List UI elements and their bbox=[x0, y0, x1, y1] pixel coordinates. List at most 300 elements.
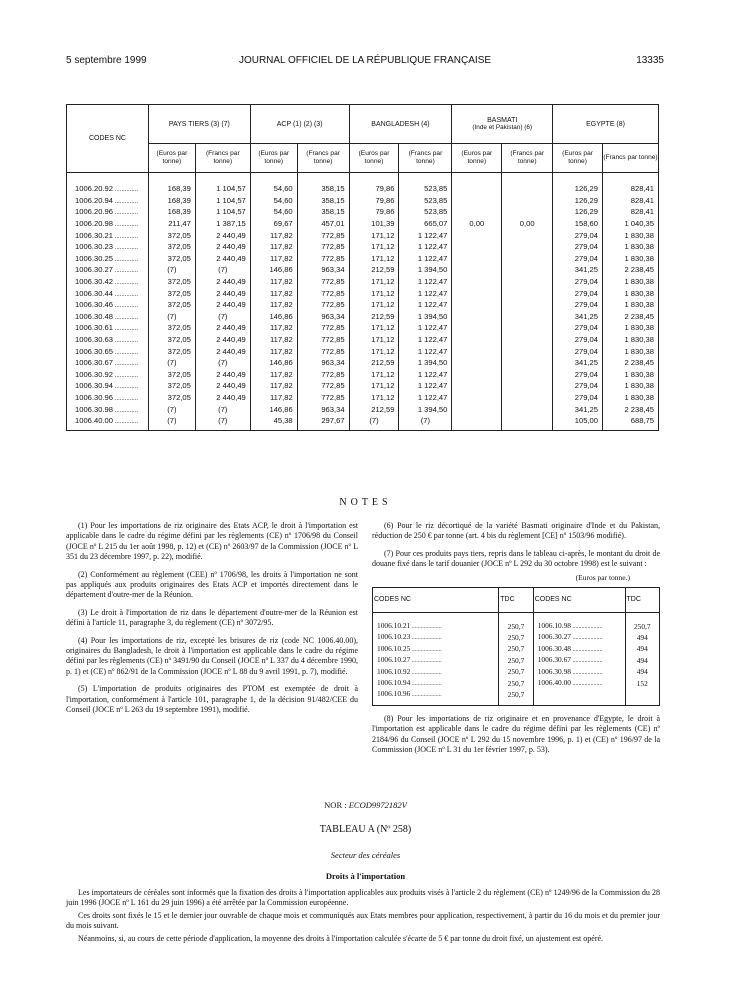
code-cell-text: 1006.20.98 bbox=[75, 219, 114, 229]
value-cell-text: 171,12 bbox=[371, 253, 395, 263]
value-cell bbox=[553, 345, 603, 357]
tdc-code: 1006.40.00 bbox=[537, 678, 571, 688]
value-cell bbox=[195, 392, 250, 404]
value-cell bbox=[297, 334, 349, 346]
value-cell-text: 688,75 bbox=[630, 416, 654, 426]
value-cell-text: 171,12 bbox=[371, 323, 395, 333]
value-cell bbox=[250, 357, 297, 369]
leader-dots: .............. bbox=[113, 314, 139, 321]
value-cell bbox=[195, 299, 250, 311]
leader-dots: .................... bbox=[410, 669, 442, 676]
value-cell-text: 126,29 bbox=[574, 184, 599, 194]
value-cell bbox=[297, 322, 349, 334]
code-cell bbox=[67, 311, 149, 323]
basmati-cell bbox=[502, 229, 553, 241]
value-cell-text: (7) bbox=[218, 311, 228, 321]
note-paragraph: (3) Le droit à l'importation de riz dans le département d'outre-mer de la Réunion est défini à l'article 11, paragraphe 3, du règlement (CE) nº 3072/95. bbox=[66, 607, 358, 628]
value-cell bbox=[148, 392, 195, 404]
value-cell-text: 372,05 bbox=[167, 323, 191, 333]
basmati-cell bbox=[452, 345, 502, 357]
value-cell bbox=[603, 369, 659, 381]
value-cell-text: 1 830,38 bbox=[624, 300, 654, 310]
tdc-value-cell bbox=[499, 632, 533, 643]
value-cell bbox=[250, 276, 297, 288]
code-cell bbox=[67, 345, 149, 357]
value-cell bbox=[195, 357, 250, 369]
value-cell bbox=[349, 253, 399, 265]
value-cell bbox=[553, 276, 603, 288]
pays-tiers-header: PAYS TIERS (3) (7) bbox=[148, 105, 250, 144]
value-cell bbox=[148, 299, 195, 311]
value-cell bbox=[603, 322, 659, 334]
tdc-value: 494 bbox=[636, 655, 648, 665]
value-cell-text: 772,85 bbox=[321, 346, 345, 356]
value-cell bbox=[349, 299, 399, 311]
tdc-value-cell bbox=[499, 655, 533, 666]
nor-code: ECOD9972182V bbox=[348, 800, 407, 810]
value-cell-text: 1 122,47 bbox=[417, 335, 448, 345]
value-cell bbox=[195, 287, 250, 299]
value-cell-text: 372,05 bbox=[167, 230, 191, 240]
value-cell bbox=[349, 403, 399, 415]
tdc-value: 494 bbox=[636, 644, 648, 654]
tdc-code: 1006.10.94 bbox=[377, 678, 411, 688]
basmati-cell bbox=[502, 415, 553, 431]
value-cell-text: 1 122,47 bbox=[417, 277, 448, 287]
leader-dots: .................... bbox=[570, 635, 603, 642]
value-cell-text: 358,15 bbox=[321, 207, 345, 217]
table-row bbox=[67, 229, 659, 241]
value-cell bbox=[250, 403, 297, 415]
basmati-cell bbox=[502, 299, 553, 311]
value-cell-text: 2 440,49 bbox=[216, 288, 246, 298]
leader-dots: .................... bbox=[410, 658, 442, 665]
basmati-cell bbox=[502, 380, 553, 392]
value-cell bbox=[349, 415, 399, 431]
value-cell bbox=[297, 345, 349, 357]
value-cell bbox=[553, 195, 603, 207]
basmati-cell bbox=[502, 195, 553, 207]
tdc-value: 152 bbox=[636, 678, 648, 688]
value-cell bbox=[603, 229, 659, 241]
value-cell-text: 117,82 bbox=[270, 335, 293, 345]
value-cell bbox=[148, 229, 195, 241]
value-cell-text: 79,86 bbox=[375, 184, 395, 194]
unit-euros-header: (Euros par tonne) bbox=[553, 144, 603, 173]
code-cell bbox=[67, 276, 149, 288]
value-cell bbox=[297, 195, 349, 207]
code-cell bbox=[67, 206, 149, 218]
value-cell-text: 69,67 bbox=[273, 219, 293, 229]
value-cell-text: 279,04 bbox=[574, 277, 599, 287]
value-cell-text: 117,82 bbox=[270, 346, 293, 356]
tdc-value-cell bbox=[499, 689, 533, 705]
value-cell-text: 1 830,38 bbox=[624, 288, 654, 298]
value-cell-text: 2 440,49 bbox=[216, 242, 246, 252]
tdc-value: 250,7 bbox=[507, 655, 525, 665]
value-cell-text: (7) bbox=[167, 358, 177, 368]
leader-dots: .............. bbox=[113, 291, 139, 298]
value-cell-text: (7) bbox=[167, 265, 177, 275]
value-cell-text: 297,67 bbox=[321, 416, 345, 426]
value-cell-text: 45,38 bbox=[273, 416, 293, 426]
tdc-code: 1006.30.27 bbox=[537, 632, 571, 642]
value-cell bbox=[250, 253, 297, 265]
value-cell bbox=[250, 287, 297, 299]
leader-dots: .............. bbox=[113, 256, 139, 263]
value-cell-text: 523,85 bbox=[424, 207, 448, 217]
basmati-cell bbox=[452, 287, 502, 299]
value-cell bbox=[250, 322, 297, 334]
value-cell bbox=[603, 241, 659, 253]
value-cell-text: 2 440,49 bbox=[216, 381, 246, 391]
value-cell bbox=[148, 311, 195, 323]
body-paragraph: Les importateurs de céréales sont informés que la fixation des droits à l'importation applicables aux produits visés à l'article 2 du règlement (CE) nº 1249/96 de la Commission du 28 juin 1996 (JOCE nº L 161 du 29 juin 1996) a été arrêtée par la Commission européenne. bbox=[66, 888, 660, 908]
basmati-cell bbox=[452, 229, 502, 241]
basmati-cell bbox=[502, 334, 553, 346]
value-cell-text: 2 440,49 bbox=[216, 300, 246, 310]
value-cell bbox=[553, 218, 603, 230]
code-cell-text: 1006.20.96 bbox=[75, 207, 114, 217]
basmati-cell bbox=[502, 206, 553, 218]
tdc-code-cell bbox=[373, 613, 499, 633]
bangladesh-header: BANGLADESH (4) bbox=[349, 105, 452, 144]
basmati-cell bbox=[502, 357, 553, 369]
tdc-row bbox=[373, 678, 660, 689]
leader-dots: .............. bbox=[113, 245, 139, 252]
value-cell-text: 372,05 bbox=[167, 346, 191, 356]
value-cell-text: 2 440,49 bbox=[216, 392, 246, 402]
note-paragraph: (5) L'importation de produits originaires des PTOM est exemptée de droit à l'importation, conformément à l'article 101, paragraphe 1, de la décision 91/482/CEE du Conseil (JOCE nº L 263 du 19 septembre 1991), modifié. bbox=[66, 684, 358, 715]
value-cell bbox=[297, 206, 349, 218]
value-cell-text: (7) bbox=[167, 311, 177, 321]
value-cell bbox=[603, 334, 659, 346]
value-cell bbox=[195, 369, 250, 381]
value-cell-text: 772,85 bbox=[321, 335, 345, 345]
value-cell-text: 117,82 bbox=[270, 253, 293, 263]
code-cell bbox=[67, 229, 149, 241]
value-cell-text: 279,04 bbox=[574, 346, 599, 356]
value-cell-text: (7) bbox=[167, 416, 177, 426]
unit-francs-header: (Francs par tonne) bbox=[603, 144, 659, 173]
value-cell bbox=[148, 253, 195, 265]
value-cell-text: 1 830,38 bbox=[624, 392, 654, 402]
value-cell bbox=[553, 311, 603, 323]
value-cell bbox=[250, 380, 297, 392]
rice-import-duties-table bbox=[66, 104, 659, 431]
value-cell-text: 2 440,49 bbox=[216, 277, 246, 287]
basmati-cell bbox=[452, 299, 502, 311]
value-cell bbox=[399, 287, 452, 299]
value-cell-text: 457,01 bbox=[321, 219, 345, 229]
value-cell bbox=[553, 253, 603, 265]
tdc-value-cell bbox=[625, 667, 659, 678]
value-cell bbox=[148, 415, 195, 431]
tableau-title: TABLEAU A (Nº 258) bbox=[319, 824, 412, 835]
value-cell-text: 665,07 bbox=[424, 219, 448, 229]
value-cell-text: 358,15 bbox=[321, 195, 345, 205]
value-cell bbox=[195, 253, 250, 265]
code-cell bbox=[67, 253, 149, 265]
table-row bbox=[67, 403, 659, 415]
header-page-number: 13335 bbox=[636, 55, 664, 66]
value-cell bbox=[148, 380, 195, 392]
tdc-value: 250,7 bbox=[507, 621, 525, 631]
value-cell bbox=[399, 241, 452, 253]
tdc-row bbox=[373, 689, 660, 705]
value-cell-text: 2 238,45 bbox=[624, 404, 654, 414]
value-cell bbox=[148, 322, 195, 334]
value-cell bbox=[553, 334, 603, 346]
value-cell-text: 126,29 bbox=[574, 207, 599, 217]
leader-dots: .............. bbox=[113, 372, 139, 379]
value-cell bbox=[250, 392, 297, 404]
code-cell-text: 1006.30.92 bbox=[75, 369, 114, 379]
tdc-row bbox=[373, 667, 660, 678]
value-cell-text: 279,04 bbox=[574, 242, 599, 252]
value-cell bbox=[297, 392, 349, 404]
basmati-cell bbox=[452, 311, 502, 323]
tdc-code-cell bbox=[373, 655, 499, 666]
note-paragraph: (6) Pour le riz décortiqué de la variété Basmati originaire d'Inde et du Pakistan, réduction de 250 € par tonne (art. 4 bis du règlement [CE] nº 1503/96 modifié). bbox=[372, 521, 660, 541]
value-cell-text: 1 122,47 bbox=[417, 346, 448, 356]
value-cell-text: 963,34 bbox=[321, 265, 345, 275]
value-cell-text: 1 122,47 bbox=[417, 288, 448, 298]
value-cell bbox=[195, 276, 250, 288]
tdc-row bbox=[373, 632, 660, 643]
value-cell-text: 279,04 bbox=[574, 230, 599, 240]
code-cell bbox=[67, 392, 149, 404]
value-cell-text: 772,85 bbox=[321, 323, 345, 333]
tdc-unit-label: (Euros par tonne.) bbox=[575, 572, 630, 582]
notes-heading: NOTES bbox=[339, 497, 392, 508]
value-cell-text: 105,00 bbox=[574, 416, 599, 426]
code-cell-text: 1006.40.00 bbox=[75, 416, 114, 426]
value-cell bbox=[399, 195, 452, 207]
value-cell bbox=[297, 287, 349, 299]
value-cell bbox=[349, 229, 399, 241]
tdc-codes-header: CODES NC bbox=[533, 588, 625, 613]
tdc-code: 1006.10.23 bbox=[377, 632, 411, 642]
table-row bbox=[67, 322, 659, 334]
value-cell bbox=[195, 229, 250, 241]
value-cell bbox=[297, 229, 349, 241]
value-cell bbox=[250, 415, 297, 431]
value-cell bbox=[148, 195, 195, 207]
value-cell-text: 772,85 bbox=[321, 381, 345, 391]
value-cell bbox=[250, 299, 297, 311]
code-cell-text: 1006.30.67 bbox=[75, 358, 114, 368]
value-cell bbox=[349, 218, 399, 230]
value-cell bbox=[349, 357, 399, 369]
basmati-cell bbox=[502, 403, 553, 415]
table-row bbox=[67, 206, 659, 218]
leader-dots: .............. bbox=[113, 361, 139, 368]
value-cell-text: 279,04 bbox=[574, 323, 599, 333]
leader-dots: .............. bbox=[113, 233, 139, 240]
value-cell-text: 279,04 bbox=[574, 335, 599, 345]
value-cell bbox=[603, 380, 659, 392]
tdc-code-cell bbox=[533, 613, 625, 633]
tdc-value: 250,7 bbox=[507, 644, 525, 654]
nor-label: NOR : bbox=[324, 800, 347, 810]
value-cell-text: 1 104,57 bbox=[216, 207, 246, 217]
value-cell-text: 341,25 bbox=[574, 265, 599, 275]
value-cell-text: 1 122,47 bbox=[417, 323, 448, 333]
tdc-value-cell bbox=[625, 655, 659, 666]
value-cell bbox=[603, 276, 659, 288]
value-cell-text: 1 122,47 bbox=[417, 300, 448, 310]
code-cell bbox=[67, 195, 149, 207]
basmati-cell bbox=[452, 403, 502, 415]
value-cell bbox=[603, 218, 659, 230]
value-cell bbox=[553, 322, 603, 334]
value-cell-text: 358,15 bbox=[321, 184, 345, 194]
tdc-value-cell bbox=[625, 632, 659, 643]
code-cell bbox=[67, 403, 149, 415]
code-cell-text: 1006.30.46 bbox=[75, 300, 114, 310]
code-cell bbox=[67, 380, 149, 392]
value-cell bbox=[195, 195, 250, 207]
value-cell-text: 1 122,47 bbox=[417, 392, 448, 402]
value-cell-text: 212,59 bbox=[371, 404, 395, 414]
leader-dots: .............. bbox=[113, 198, 139, 205]
value-cell bbox=[148, 357, 195, 369]
value-cell-text: (7) bbox=[420, 416, 431, 426]
value-cell bbox=[399, 334, 452, 346]
tdc-value-cell bbox=[625, 613, 659, 633]
value-cell-text: (7) bbox=[369, 416, 379, 426]
value-cell bbox=[553, 380, 603, 392]
value-cell-text: 279,04 bbox=[574, 381, 599, 391]
tdc-code-cell bbox=[373, 667, 499, 678]
value-cell bbox=[603, 345, 659, 357]
code-cell-text: 1006.30.23 bbox=[75, 242, 114, 252]
value-cell bbox=[399, 311, 452, 323]
leader-dots: .............. bbox=[113, 349, 139, 356]
value-cell-text: 1 830,38 bbox=[624, 335, 654, 345]
value-cell bbox=[250, 334, 297, 346]
value-cell-text: 772,85 bbox=[321, 230, 345, 240]
value-cell bbox=[603, 195, 659, 207]
value-cell bbox=[399, 403, 452, 415]
basmati-cell bbox=[452, 415, 502, 431]
tdc-value-cell bbox=[499, 667, 533, 678]
basmati-cell bbox=[452, 253, 502, 265]
leader-dots: .................... bbox=[410, 692, 442, 699]
value-cell bbox=[148, 206, 195, 218]
value-cell bbox=[297, 357, 349, 369]
value-cell-text: 1 122,47 bbox=[417, 381, 448, 391]
value-cell-text: 212,59 bbox=[371, 265, 395, 275]
table-row bbox=[67, 345, 659, 357]
value-cell bbox=[603, 173, 659, 195]
code-cell-text: 1006.30.42 bbox=[75, 277, 114, 287]
value-cell-text: 146,86 bbox=[269, 404, 293, 414]
leader-dots: .............. bbox=[113, 395, 139, 402]
value-cell-text: 963,34 bbox=[321, 404, 345, 414]
section-title: Secteur des céréales bbox=[330, 850, 401, 860]
value-cell bbox=[297, 264, 349, 276]
tdc-code-cell bbox=[533, 655, 625, 666]
value-cell-text: 1 830,38 bbox=[624, 230, 654, 240]
value-cell-text: 54,60 bbox=[273, 195, 293, 205]
basmati-cell bbox=[452, 206, 502, 218]
leader-dots: .................... bbox=[570, 658, 603, 665]
value-cell-text: (7) bbox=[218, 416, 228, 426]
code-cell bbox=[67, 287, 149, 299]
leader-dots: .................... bbox=[410, 624, 442, 631]
value-cell-text: 1 104,57 bbox=[216, 195, 246, 205]
tdc-value-cell bbox=[499, 644, 533, 655]
leader-dots: .............. bbox=[113, 210, 139, 217]
value-cell-text: 772,85 bbox=[321, 277, 345, 287]
tdc-code-cell bbox=[373, 689, 499, 705]
tdc-code-cell bbox=[533, 632, 625, 643]
value-cell-text: 171,12 bbox=[371, 335, 395, 345]
value-cell bbox=[349, 195, 399, 207]
basmati-cell bbox=[452, 173, 502, 195]
value-cell bbox=[250, 264, 297, 276]
basmati-cell bbox=[452, 264, 502, 276]
value-cell bbox=[399, 276, 452, 288]
value-cell bbox=[553, 173, 603, 195]
code-cell bbox=[67, 357, 149, 369]
leader-dots: .............. bbox=[113, 187, 139, 194]
value-cell-text: (7) bbox=[167, 404, 177, 414]
basmati-value: 0,00 bbox=[519, 219, 535, 229]
tdc-code-cell bbox=[533, 667, 625, 678]
value-cell bbox=[250, 173, 297, 195]
tdc-code: 1006.10.27 bbox=[377, 655, 411, 665]
leader-dots: .............. bbox=[113, 326, 139, 333]
basmati-cell bbox=[502, 287, 553, 299]
basmati-cell bbox=[452, 218, 502, 230]
unit-euros-header: (Euros par tonne) bbox=[250, 144, 297, 173]
unit-euros-header: (Euros par tonne) bbox=[148, 144, 195, 173]
value-cell-text: 1 122,47 bbox=[417, 253, 448, 263]
value-cell-text: 171,12 bbox=[371, 277, 395, 287]
value-cell-text: 772,85 bbox=[321, 369, 345, 379]
code-cell-text: 1006.30.21 bbox=[75, 230, 114, 240]
code-cell-text: 1006.30.48 bbox=[75, 311, 114, 321]
basmati-header bbox=[452, 105, 553, 144]
value-cell bbox=[603, 264, 659, 276]
table-row bbox=[67, 380, 659, 392]
value-cell bbox=[195, 173, 250, 195]
code-cell bbox=[67, 369, 149, 381]
value-cell-text: 1 394,50 bbox=[417, 358, 448, 368]
value-cell-text: 2 440,49 bbox=[216, 230, 246, 240]
code-cell-text: 1006.30.25 bbox=[75, 253, 114, 263]
codes-nc-header: CODES NC bbox=[67, 105, 149, 173]
value-cell-text: 117,82 bbox=[270, 381, 293, 391]
value-cell-text: 828,41 bbox=[630, 207, 654, 217]
code-cell-text: 1006.30.94 bbox=[75, 381, 114, 391]
value-cell bbox=[349, 206, 399, 218]
value-cell bbox=[148, 369, 195, 381]
unit-francs-header: (Francs par tonne) bbox=[502, 144, 553, 173]
value-cell bbox=[349, 241, 399, 253]
value-cell bbox=[399, 357, 452, 369]
note-8: (8) Pour les importations de riz originaire et en provenance d'Egypte, le droit à l'importation est applicable dans le cadre du régime défini par les règlements (CE) nº 2184/96 du Conseil (JOCE nº L 292 du 15 novembre 1996, p. 1) et (CE) nº 196/97 de la Commission (JOCE nº L 31 du 1er février 1997, p. 53). bbox=[372, 713, 660, 755]
leader-dots: .............. bbox=[113, 384, 139, 391]
basmati-cell bbox=[452, 322, 502, 334]
value-cell-text: 341,25 bbox=[574, 358, 599, 368]
basmati-cell bbox=[452, 392, 502, 404]
value-cell-text: 279,04 bbox=[574, 253, 599, 263]
value-cell bbox=[399, 369, 452, 381]
